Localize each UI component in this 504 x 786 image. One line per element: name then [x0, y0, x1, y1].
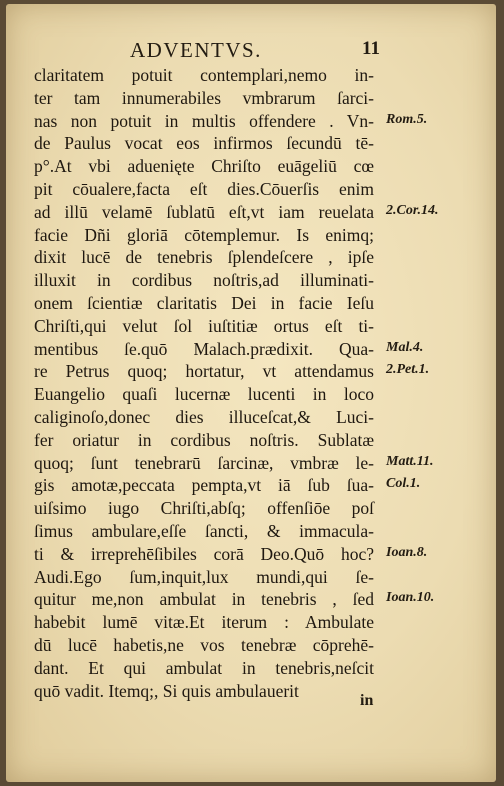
- text-line: ter tam innumerabiles vmbrarum ſarci-: [34, 87, 374, 108]
- running-head: ADVENTVS.: [130, 38, 262, 62]
- text-line: illuxit in cordibus noſtris,ad illuminati-: [34, 270, 374, 291]
- text-line: quitur me,non ambulat in tenebris , ſed: [34, 589, 374, 610]
- page-number: 11: [362, 38, 380, 59]
- margin-reference: 2.Cor.14.: [386, 202, 439, 218]
- text-line: dixit lucē de tenebris ſplendeſcere , ipſe: [34, 247, 374, 268]
- text-line: quō vadit. Itemq;, Si quis ambulauerit: [34, 680, 299, 701]
- margin-reference: Matt.11.: [386, 453, 434, 469]
- text-line: facie Dñi gloriā cōtemplemur. Is enimq;: [34, 224, 374, 245]
- text-line: onem ſcientiæ claritatis Dei in facie Ieſu: [34, 292, 374, 313]
- margin-reference: Ioan.10.: [386, 590, 435, 606]
- text-line: re Petrus quoq; hortatur, vt attendamus: [34, 361, 374, 382]
- text-line: nas non potuit in multis offendere . Vn-: [34, 110, 374, 131]
- text-line: Euangelio quaſi lucernæ lucenti in loco: [34, 384, 374, 405]
- text-line: uiſsimo iugo Chriſti,abſq; offenſiōe poſ: [34, 498, 374, 519]
- text-line: p°.At vbi aduenięte Chriſto euāgeliū cœ: [34, 156, 374, 177]
- text-line: ſimus ambulare,eſſe ſancti, & immacula-: [34, 520, 374, 541]
- margin-reference: Rom.5.: [386, 111, 428, 127]
- text-line: dant. Et qui ambulat in tenebris,neſcit: [34, 657, 374, 678]
- text-line: habebit lumē vitæ.Et iterum : Ambulate: [34, 612, 374, 633]
- text-line: ti & irreprehēſibiles corā Deo.Quō hoc?: [34, 543, 374, 564]
- text-line: caliginoſo,donec dies illuceſcat,& Luci-: [34, 406, 374, 427]
- text-line: Chriſti,qui velut ſol iuſtitiæ ortus eſt ti-: [34, 315, 374, 336]
- text-line: quoq; ſunt tenebrarū ſarcinæ, vmbræ le-: [34, 452, 374, 473]
- text-line: mentibus ſe.quō Malach.prædixit. Qua-: [34, 338, 374, 359]
- text-line: claritatem potuit contemplari,nemo in-: [34, 65, 374, 85]
- book-page: [6, 4, 496, 782]
- text-line: pit cōualere,facta eſt dies.Cōuerſis enim: [34, 178, 374, 199]
- text-line: Audi.Ego ſum,inquit,lux mundi,qui ſe-: [34, 566, 374, 587]
- text-line: fer oriatur in cordibus noſtris. Sublatæ: [34, 429, 374, 450]
- catchword: in: [360, 692, 374, 709]
- page-header: [6, 38, 496, 62]
- margin-reference: Ioan.8.: [386, 544, 428, 560]
- text-line: dū lucē habetis,ne vos tenebræ cōprehē-: [34, 634, 374, 655]
- text-line: de Paulus vocat eos infirmos ſecundū tē-: [34, 133, 374, 154]
- text-line: ad illū velamē ſublatū eſt,vt iam reuelata: [34, 201, 374, 222]
- margin-reference: Mal.4.: [386, 339, 424, 355]
- body-text: [34, 64, 374, 702]
- text-line: gis amotæ,peccata pempta,vt iā ſub ſua-: [34, 475, 374, 496]
- margin-reference: 2.Pet.1.: [386, 362, 430, 378]
- margin-reference: Col.1.: [386, 476, 421, 492]
